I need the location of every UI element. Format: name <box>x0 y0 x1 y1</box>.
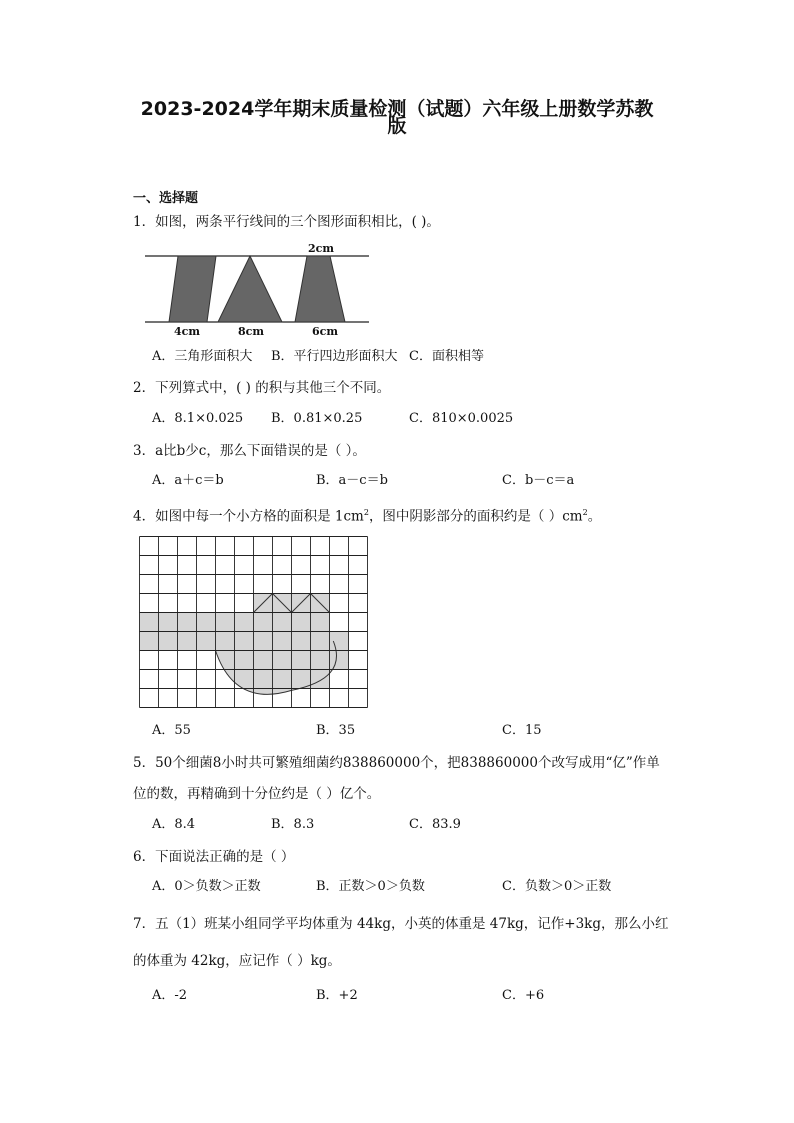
label-6cm: 6cm <box>312 325 338 338</box>
question-2: 2．下列算式中，( ) 的积与其他三个不同。 <box>133 380 391 396</box>
label-8cm: 8cm <box>238 325 264 338</box>
q4-text-mid: ，图中阴影部分的面积约是（ ）cm <box>368 508 583 525</box>
q4-sup-2: 2 <box>582 508 588 517</box>
q6-option-c[interactable]: C．负数＞0＞正数 <box>502 879 612 894</box>
q7-option-b[interactable]: B．+2 <box>316 988 358 1003</box>
q1-option-b[interactable]: B．平行四边形面积大 <box>271 349 398 364</box>
q5-option-c[interactable]: C．83.9 <box>409 817 461 832</box>
q3-option-c[interactable]: C．b－c＝a <box>502 473 575 488</box>
page-title-line2: 版 <box>387 115 407 137</box>
grid-mark <box>140 613 159 632</box>
page-title-line1: 2023-2024学年期末质量检测（试题）六年级上册数学苏教 <box>140 98 654 120</box>
q3-option-a[interactable]: A．a＋c＝b <box>152 473 224 488</box>
grid-mark <box>311 613 330 632</box>
grid-mark <box>197 632 216 651</box>
q6-option-b[interactable]: B．正数＞0＞负数 <box>316 879 425 894</box>
question-7-line1: 7．五（1）班某小组同学平均体重为 44kg，小英的体重是 47kg，记作+3kg，那么小红 <box>133 916 669 932</box>
parallelogram-shape <box>169 256 216 322</box>
grid-mark <box>235 632 254 651</box>
grid-mark <box>197 613 216 632</box>
label-4cm: 4cm <box>174 325 200 338</box>
question-5-line1: 5．50个细菌8小时共可繁殖细菌约838860000个，把838860000个改写成用“亿”作单 <box>133 755 660 771</box>
question-1: 1．如图，两条平行线间的三个图形面积相比，( )。 <box>133 214 440 230</box>
q5-option-a[interactable]: A．8.4 <box>152 817 196 832</box>
trapezoid-shape <box>295 256 345 322</box>
grid-mark <box>159 632 178 651</box>
grid-mark <box>140 632 159 651</box>
grid-mark <box>273 613 292 632</box>
q7-option-c[interactable]: C．+6 <box>502 988 545 1003</box>
q5-option-b[interactable]: B．8.3 <box>271 817 315 832</box>
q4-text-pre: 4．如图中每一个小方格的面积是 1cm <box>133 508 364 525</box>
grid-mark <box>292 613 311 632</box>
grid-mark <box>216 632 235 651</box>
q6-option-a[interactable]: A．0＞负数＞正数 <box>152 879 261 894</box>
question-4 <box>133 503 601 527</box>
q1-option-c[interactable]: C．面积相等 <box>409 349 484 364</box>
q2-option-c[interactable]: C．810×0.0025 <box>409 411 514 426</box>
grid-mark <box>235 613 254 632</box>
q2-option-b[interactable]: B．0.81×0.25 <box>271 411 363 426</box>
question-5-line2: 位的数，再精确到十分位约是（ ）亿个。 <box>133 786 381 802</box>
q2-option-a[interactable]: A．8.1×0.025 <box>152 411 244 426</box>
grid-mark <box>216 613 235 632</box>
q7-option-a[interactable]: A．-2 <box>152 988 188 1003</box>
q4-option-a[interactable]: A．55 <box>152 723 191 738</box>
grid-mark <box>178 613 197 632</box>
section-heading: 一、选择题 <box>133 191 199 206</box>
question-6: 6．下面说法正确的是（ ） <box>133 849 295 865</box>
grid-mark <box>159 613 178 632</box>
grid-mark <box>254 613 273 632</box>
q3-option-b[interactable]: B．a－c＝b <box>316 473 388 488</box>
question-3: 3．a比b少c，那么下面错误的是（ ）。 <box>133 443 366 459</box>
triangle-shape <box>218 256 282 322</box>
q4-option-c[interactable]: C．15 <box>502 723 542 738</box>
question-7-line2: 的体重为 42kg，应记作（ ）kg。 <box>133 953 341 969</box>
label-top-2cm: 2cm <box>308 242 334 255</box>
grid-mark <box>178 632 197 651</box>
q4-option-b[interactable]: B．35 <box>316 723 356 738</box>
q4-grid-figure <box>138 535 368 707</box>
q4-text-end: 。 <box>587 508 602 525</box>
q4-sup-1: 2 <box>363 508 369 517</box>
q1-option-a[interactable]: A．三角形面积大 <box>152 349 253 364</box>
q1-figure <box>140 240 380 340</box>
